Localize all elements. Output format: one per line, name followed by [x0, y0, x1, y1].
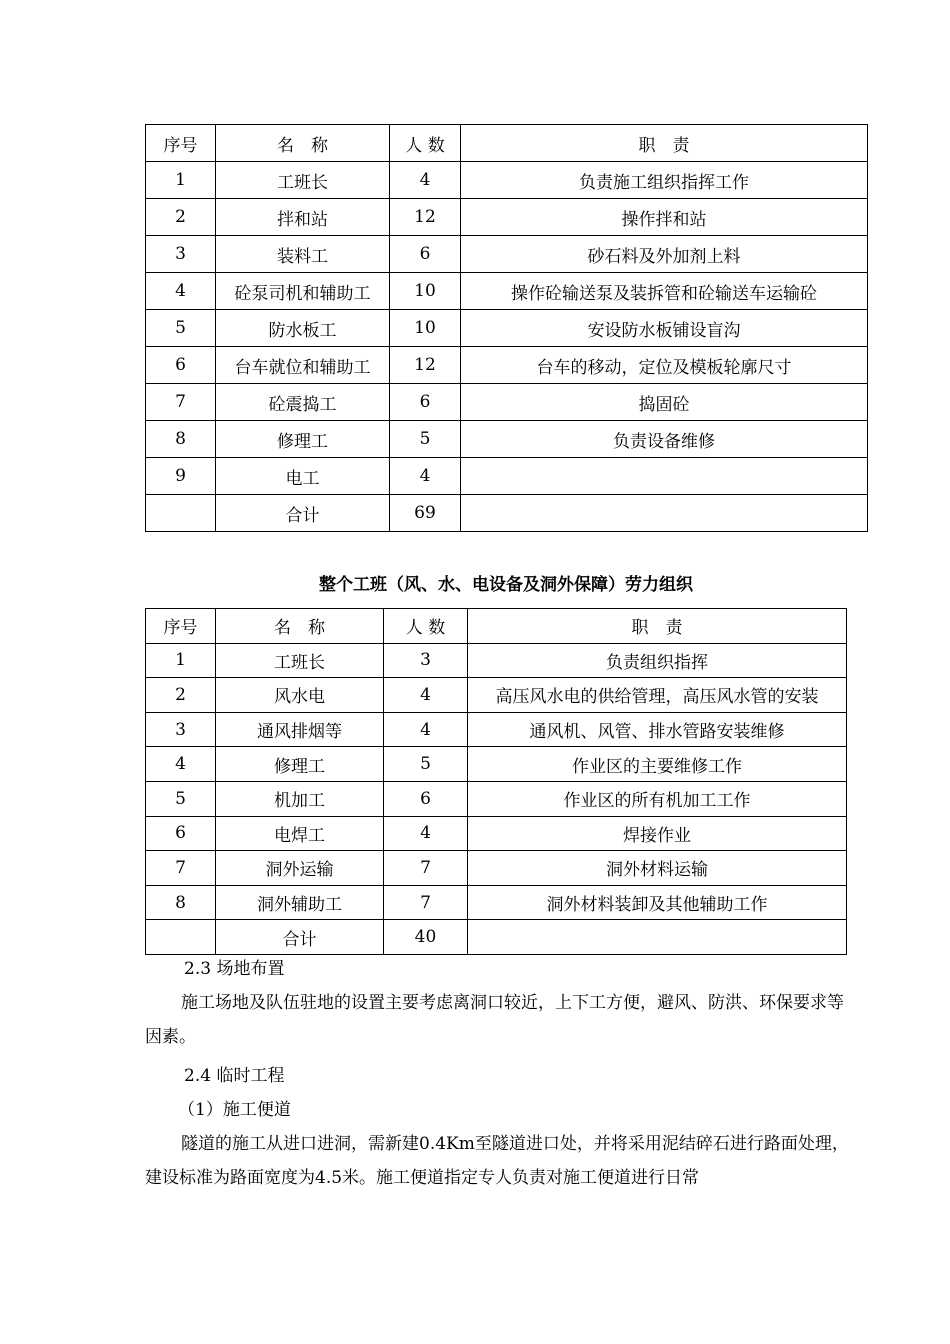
- table-cell: 高压风水电的供给管理，高压风水管的安装: [468, 678, 847, 713]
- table-cell: 6: [146, 347, 216, 384]
- table-cell: 台车就位和辅助工: [216, 347, 390, 384]
- table-cell: 40: [384, 920, 468, 955]
- table-cell: 负责施工组织指挥工作: [461, 162, 868, 199]
- table-cell: 7: [384, 885, 468, 920]
- table-cell: 4: [384, 712, 468, 747]
- table-cell: [146, 920, 216, 955]
- table-cell: 风水电: [216, 678, 384, 713]
- table-row: [146, 273, 868, 310]
- table-cell: [468, 920, 847, 955]
- header-cell: 序号: [146, 609, 216, 644]
- table-cell: 9: [146, 458, 216, 495]
- table-row: [146, 643, 847, 678]
- table-cell: 焊接作业: [468, 816, 847, 851]
- table-cell: 4: [390, 162, 461, 199]
- table-cell: 拌和站: [216, 199, 390, 236]
- table-cell: 4: [384, 816, 468, 851]
- table-cell: 修理工: [216, 747, 384, 782]
- table-cell: 台车的移动，定位及模板轮廓尺寸: [461, 347, 868, 384]
- table-cell: 6: [146, 816, 216, 851]
- header-cell: 名 称: [216, 609, 384, 644]
- table-cell: 5: [390, 421, 461, 458]
- table-total-row: [146, 920, 847, 955]
- section-heading-2-3: 2.3 场地布置: [184, 959, 285, 979]
- table-cell: 3: [146, 236, 216, 273]
- table-row: [146, 162, 868, 199]
- table-row: [146, 781, 847, 816]
- table-total-row: [146, 495, 868, 532]
- table-cell: 4: [384, 678, 468, 713]
- table-row: [146, 236, 868, 273]
- table-header-row: [146, 609, 847, 644]
- table-row: [146, 199, 868, 236]
- table-cell: 12: [390, 347, 461, 384]
- table-row: [146, 458, 868, 495]
- table-row: [146, 712, 847, 747]
- table-cell: 6: [384, 781, 468, 816]
- table-cell: 工班长: [216, 162, 390, 199]
- table-cell: 1: [146, 162, 216, 199]
- table-cell: 洞外辅助工: [216, 885, 384, 920]
- table-cell: 砼泵司机和辅助工: [216, 273, 390, 310]
- subsection-heading-road: （1）施工便道: [178, 1100, 291, 1120]
- table-cell: 洞外材料运输: [468, 851, 847, 886]
- table-cell: 砂石料及外加剂上料: [461, 236, 868, 273]
- table-cell: 6: [390, 384, 461, 421]
- table-cell: 7: [146, 851, 216, 886]
- table-cell: 作业区的主要维修工作: [468, 747, 847, 782]
- paragraph-construction-road: 隧道的施工从进口进洞，需新建0.4Km至隧道进口处，并将采用泥结碎石进行路面处理，建设标准为路面宽度为4.5米。施工便道指定专人负责对施工便道进行日常: [145, 1134, 849, 1188]
- table-cell: 5: [146, 781, 216, 816]
- table-cell: 操作拌和站: [461, 199, 868, 236]
- table-cell: 修理工: [216, 421, 390, 458]
- table-cell: 工班长: [216, 643, 384, 678]
- table-cell: 10: [390, 273, 461, 310]
- table-row: [146, 816, 847, 851]
- table-cell: 69: [390, 495, 461, 532]
- table-row: [146, 384, 868, 421]
- table-cell: 通风机、风管、排水管路安装维修: [468, 712, 847, 747]
- table-cell: 负责设备维修: [461, 421, 868, 458]
- table-cell: 10: [390, 310, 461, 347]
- table-cell: 防水板工: [216, 310, 390, 347]
- header-cell: 人 数: [390, 125, 461, 162]
- table-row: [146, 885, 847, 920]
- paragraph-site-layout: 施工场地及队伍驻地的设置主要考虑离洞口较近，上下工方便，避风、防洪、环保要求等因素。: [145, 993, 844, 1047]
- section-heading-2-4: 2.4 临时工程: [184, 1066, 285, 1086]
- table-cell: 通风排烟等: [216, 712, 384, 747]
- table-cell: 合计: [216, 920, 384, 955]
- table-cell: 5: [384, 747, 468, 782]
- table-cell: 4: [390, 458, 461, 495]
- table-cell: 5: [146, 310, 216, 347]
- table-cell: [461, 495, 868, 532]
- table-cell: 捣固砼: [461, 384, 868, 421]
- table-cell: 12: [390, 199, 461, 236]
- header-cell: 职 责: [461, 125, 868, 162]
- table-cell: 洞外材料装卸及其他辅助工作: [468, 885, 847, 920]
- table-cell: 4: [146, 273, 216, 310]
- table-row: [146, 421, 868, 458]
- table-2-caption: 整个工班（风、水、电设备及洞外保障）劳力组织: [319, 575, 693, 595]
- labor-table-1: [145, 124, 868, 532]
- table-row: [146, 747, 847, 782]
- table-cell: 2: [146, 199, 216, 236]
- table-cell: 6: [390, 236, 461, 273]
- header-cell: 序号: [146, 125, 216, 162]
- table-cell: 8: [146, 421, 216, 458]
- labor-table-2: [145, 608, 847, 955]
- table-cell: 3: [384, 643, 468, 678]
- table-cell: [146, 495, 216, 532]
- table-cell: 负责组织指挥: [468, 643, 847, 678]
- table-cell: 洞外运输: [216, 851, 384, 886]
- table-cell: 装料工: [216, 236, 390, 273]
- table-cell: 8: [146, 885, 216, 920]
- table-cell: 安设防水板铺设盲沟: [461, 310, 868, 347]
- table-cell: 7: [146, 384, 216, 421]
- table-cell: 2: [146, 678, 216, 713]
- table-cell: 4: [146, 747, 216, 782]
- table-header-row: [146, 125, 868, 162]
- table-row: [146, 678, 847, 713]
- table-cell: 电焊工: [216, 816, 384, 851]
- table-cell: 砼震捣工: [216, 384, 390, 421]
- table-cell: 机加工: [216, 781, 384, 816]
- table-cell: 7: [384, 851, 468, 886]
- table-cell: 1: [146, 643, 216, 678]
- table-row: [146, 347, 868, 384]
- header-cell: 名 称: [216, 125, 390, 162]
- table-cell: 合计: [216, 495, 390, 532]
- table-cell: 操作砼输送泵及装拆管和砼输送车运输砼: [461, 273, 868, 310]
- header-cell: 职 责: [468, 609, 847, 644]
- table-cell: 3: [146, 712, 216, 747]
- table-cell: [461, 458, 868, 495]
- table-row: [146, 851, 847, 886]
- table-cell: 电工: [216, 458, 390, 495]
- table-row: [146, 310, 868, 347]
- table-cell: 作业区的所有机加工工作: [468, 781, 847, 816]
- header-cell: 人 数: [384, 609, 468, 644]
